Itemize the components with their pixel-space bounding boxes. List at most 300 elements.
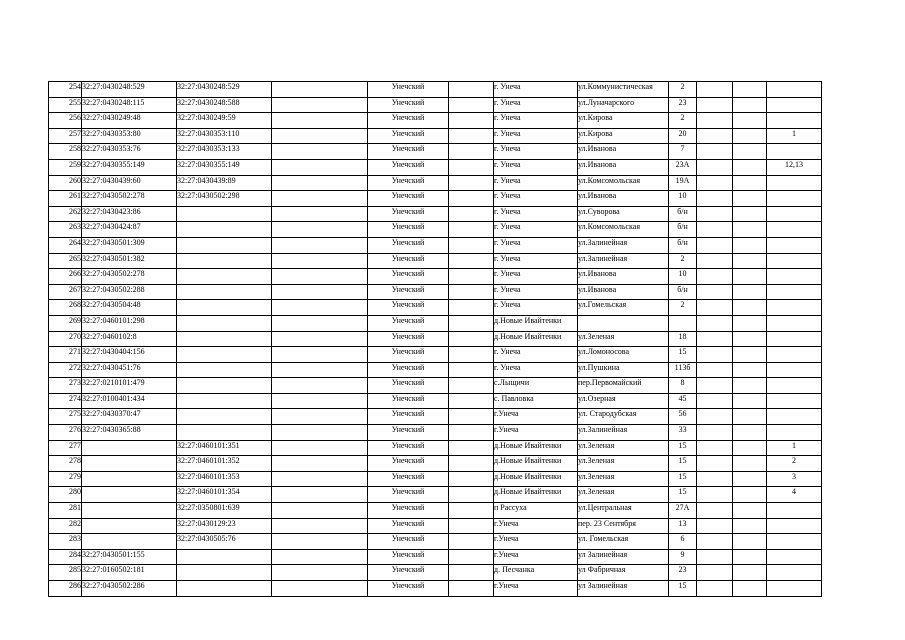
cadastral-number-cell: 32:27:0430501:309 (82, 237, 177, 253)
locality-cell: г.Унеча (494, 518, 578, 534)
house-number-cell: б/н (669, 237, 697, 253)
street-cell: ул.Гомельская (578, 300, 669, 316)
empty-cell (449, 331, 494, 347)
row-number-cell: 286 (49, 581, 82, 597)
locality-cell: д.Новые Ивайтенки (494, 440, 578, 456)
locality-cell: г. Унеча (494, 82, 578, 98)
locality-cell: г. Унеча (494, 284, 578, 300)
row-number-cell: 270 (49, 331, 82, 347)
table-row (49, 159, 822, 175)
row-number-cell: 265 (49, 253, 82, 269)
house-number-cell: 2 (669, 253, 697, 269)
apartment-cell (767, 284, 822, 300)
empty-cell (449, 565, 494, 581)
locality-cell: г. Унеча (494, 175, 578, 191)
cadastral-number-cell: 32:27:0430248:529 (82, 82, 177, 98)
apartment-cell: 1 (767, 128, 822, 144)
empty-cell (272, 518, 368, 534)
cadastral-number-cell: 32:27:0430504:48 (82, 300, 177, 316)
empty-cell (272, 191, 368, 207)
locality-cell: д.Новые Ивайтенки (494, 471, 578, 487)
street-cell: ул.Кирова (578, 128, 669, 144)
cadastral-number-cell (82, 518, 177, 534)
cadastral-number-2-cell (177, 565, 272, 581)
cadastral-number-2-cell: 32:27:0460101:352 (177, 456, 272, 472)
table-row (49, 503, 822, 519)
row-number-cell: 261 (49, 191, 82, 207)
cadastral-number-2-cell: 32:27:0430505:76 (177, 534, 272, 550)
locality-cell: п Рассуха (494, 503, 578, 519)
cadastral-number-cell: 32:27:0430423:86 (82, 206, 177, 222)
empty-cell (733, 347, 767, 363)
empty-cell (733, 549, 767, 565)
cadastral-number-2-cell (177, 253, 272, 269)
empty-cell (733, 456, 767, 472)
district-cell: Унечский (368, 487, 449, 503)
cadastral-number-2-cell (177, 237, 272, 253)
empty-cell (697, 237, 733, 253)
cadastral-number-cell: 32:27:0210101:479 (82, 378, 177, 394)
locality-cell: г.Унеча (494, 581, 578, 597)
empty-cell (272, 175, 368, 191)
apartment-cell (767, 393, 822, 409)
table-row (49, 549, 822, 565)
empty-cell (272, 206, 368, 222)
district-cell: Унечский (368, 206, 449, 222)
row-number-cell: 277 (49, 440, 82, 456)
locality-cell: г.Унеча (494, 534, 578, 550)
empty-cell (449, 456, 494, 472)
cadastral-number-cell: 32:27:0430355:149 (82, 159, 177, 175)
district-cell: Унечский (368, 269, 449, 285)
cadastral-number-cell: 32:27:0430248:115 (82, 97, 177, 113)
locality-cell: с.Лыщичи (494, 378, 578, 394)
street-cell: ул.Ломоносова (578, 347, 669, 363)
empty-cell (272, 581, 368, 597)
empty-cell (272, 222, 368, 238)
house-number-cell: 18 (669, 331, 697, 347)
apartment-cell: 3 (767, 471, 822, 487)
street-cell: пер.Первомайский (578, 378, 669, 394)
district-cell: Унечский (368, 518, 449, 534)
empty-cell (272, 253, 368, 269)
empty-cell (697, 159, 733, 175)
cadastral-number-2-cell: 32:27:0430129:23 (177, 518, 272, 534)
district-cell: Унечский (368, 191, 449, 207)
table-row (49, 144, 822, 160)
apartment-cell: 4 (767, 487, 822, 503)
street-cell: ул.Иванова (578, 284, 669, 300)
cadastral-number-cell: 32:27:0430439:60 (82, 175, 177, 191)
empty-cell (697, 425, 733, 441)
empty-cell (697, 518, 733, 534)
apartment-cell: 2 (767, 456, 822, 472)
locality-cell: г. Унеча (494, 362, 578, 378)
cadastral-number-2-cell (177, 284, 272, 300)
locality-cell: г. Унеча (494, 97, 578, 113)
empty-cell (733, 175, 767, 191)
cadastral-number-2-cell (177, 331, 272, 347)
empty-cell (733, 128, 767, 144)
district-cell: Унечский (368, 253, 449, 269)
empty-cell (449, 82, 494, 98)
empty-cell (449, 97, 494, 113)
house-number-cell: 6 (669, 534, 697, 550)
house-number-cell (669, 315, 697, 331)
apartment-cell (767, 518, 822, 534)
cadastral-number-cell: 32:27:0430353:76 (82, 144, 177, 160)
empty-cell (697, 82, 733, 98)
empty-cell (733, 425, 767, 441)
empty-cell (449, 362, 494, 378)
street-cell: ул.Иванова (578, 159, 669, 175)
empty-cell (697, 315, 733, 331)
table-row (49, 393, 822, 409)
house-number-cell: 20 (669, 128, 697, 144)
house-number-cell: 15 (669, 471, 697, 487)
street-cell: ул.Иванова (578, 144, 669, 160)
district-cell: Унечский (368, 144, 449, 160)
street-cell: ул Фабричная (578, 565, 669, 581)
row-number-cell: 260 (49, 175, 82, 191)
empty-cell (449, 378, 494, 394)
locality-cell: г. Унеча (494, 269, 578, 285)
row-number-cell: 271 (49, 347, 82, 363)
cadastral-number-2-cell: 32:27:0430439:89 (177, 175, 272, 191)
row-number-cell: 263 (49, 222, 82, 238)
empty-cell (733, 409, 767, 425)
empty-cell (272, 315, 368, 331)
empty-cell (733, 440, 767, 456)
cadastral-number-2-cell (177, 378, 272, 394)
apartment-cell (767, 237, 822, 253)
apartment-cell (767, 503, 822, 519)
row-number-cell: 272 (49, 362, 82, 378)
street-cell: ул.Кирова (578, 113, 669, 129)
apartment-cell (767, 315, 822, 331)
empty-cell (449, 222, 494, 238)
table-row (49, 82, 822, 98)
street-cell: ул.Комсомольская (578, 222, 669, 238)
row-number-cell: 276 (49, 425, 82, 441)
street-cell: ул.Залинейная (578, 425, 669, 441)
empty-cell (272, 347, 368, 363)
empty-cell (449, 440, 494, 456)
district-cell: Унечский (368, 549, 449, 565)
street-cell: ул.Зеленая (578, 487, 669, 503)
table-row (49, 534, 822, 550)
table-row (49, 362, 822, 378)
cadastral-number-cell (82, 471, 177, 487)
empty-cell (733, 300, 767, 316)
empty-cell (272, 440, 368, 456)
cadastral-number-2-cell (177, 581, 272, 597)
house-number-cell: б/н (669, 222, 697, 238)
empty-cell (272, 300, 368, 316)
empty-cell (449, 128, 494, 144)
empty-cell (697, 175, 733, 191)
empty-cell (449, 549, 494, 565)
empty-cell (733, 565, 767, 581)
empty-cell (272, 409, 368, 425)
apartment-cell (767, 378, 822, 394)
table-row (49, 409, 822, 425)
district-cell: Унечский (368, 378, 449, 394)
empty-cell (449, 471, 494, 487)
street-cell: ул.Иванова (578, 191, 669, 207)
table-row (49, 518, 822, 534)
empty-cell (272, 113, 368, 129)
empty-cell (449, 206, 494, 222)
district-cell: Унечский (368, 471, 449, 487)
house-number-cell: б/н (669, 284, 697, 300)
table-row (49, 284, 822, 300)
district-cell: Унечский (368, 362, 449, 378)
cadastral-number-2-cell (177, 409, 272, 425)
empty-cell (733, 284, 767, 300)
empty-cell (733, 581, 767, 597)
table-row (49, 269, 822, 285)
apartment-cell (767, 331, 822, 347)
house-number-cell: 23 (669, 565, 697, 581)
cadastral-number-cell: 32:27:0430501:382 (82, 253, 177, 269)
cadastral-number-cell: 32:27:0430451:76 (82, 362, 177, 378)
street-cell: ул.Залинейная (578, 237, 669, 253)
district-cell: Унечский (368, 113, 449, 129)
cadastral-number-cell: 32:27:0430249:48 (82, 113, 177, 129)
empty-cell (733, 97, 767, 113)
empty-cell (697, 440, 733, 456)
empty-cell (697, 534, 733, 550)
row-number-cell: 262 (49, 206, 82, 222)
table-row (49, 222, 822, 238)
house-number-cell: 15 (669, 347, 697, 363)
empty-cell (272, 534, 368, 550)
cadastral-number-2-cell: 32:27:0430355:149 (177, 159, 272, 175)
empty-cell (733, 393, 767, 409)
cadastral-number-2-cell (177, 425, 272, 441)
empty-cell (733, 315, 767, 331)
street-cell: ул. Стародубская (578, 409, 669, 425)
street-cell: ул Залинейная (578, 581, 669, 597)
empty-cell (697, 144, 733, 160)
row-number-cell: 283 (49, 534, 82, 550)
row-number-cell: 269 (49, 315, 82, 331)
locality-cell: д.Новые Ивайтенки (494, 456, 578, 472)
empty-cell (697, 471, 733, 487)
empty-cell (733, 113, 767, 129)
empty-cell (272, 378, 368, 394)
empty-cell (697, 331, 733, 347)
cadastral-number-2-cell: 32:27:0430502:298 (177, 191, 272, 207)
empty-cell (697, 378, 733, 394)
district-cell: Унечский (368, 409, 449, 425)
row-number-cell: 268 (49, 300, 82, 316)
locality-cell: г. Унеча (494, 253, 578, 269)
row-number-cell: 284 (49, 549, 82, 565)
house-number-cell: 33 (669, 425, 697, 441)
house-number-cell: б/н (669, 206, 697, 222)
cadastral-number-cell: 32:27:0430365:88 (82, 425, 177, 441)
table-row (49, 128, 822, 144)
empty-cell (697, 503, 733, 519)
empty-cell (733, 222, 767, 238)
locality-cell: г. Унеча (494, 191, 578, 207)
empty-cell (272, 331, 368, 347)
district-cell: Унечский (368, 425, 449, 441)
cadastral-number-2-cell (177, 206, 272, 222)
empty-cell (733, 82, 767, 98)
table-row (49, 237, 822, 253)
empty-cell (697, 191, 733, 207)
empty-cell (272, 487, 368, 503)
row-number-cell: 279 (49, 471, 82, 487)
table-row (49, 175, 822, 191)
table-row (49, 300, 822, 316)
apartment-cell (767, 191, 822, 207)
cadastral-number-cell: 32:27:0460101:298 (82, 315, 177, 331)
district-cell: Унечский (368, 128, 449, 144)
empty-cell (449, 253, 494, 269)
row-number-cell: 264 (49, 237, 82, 253)
apartment-cell (767, 425, 822, 441)
empty-cell (733, 159, 767, 175)
cadastral-number-2-cell (177, 549, 272, 565)
cadastral-number-2-cell: 32:27:0430353:133 (177, 144, 272, 160)
empty-cell (272, 362, 368, 378)
row-number-cell: 258 (49, 144, 82, 160)
empty-cell (733, 237, 767, 253)
cadastral-number-cell: 32:27:0460102:8 (82, 331, 177, 347)
apartment-cell (767, 581, 822, 597)
empty-cell (272, 97, 368, 113)
cadastral-number-cell: 32:27:0430502:288 (82, 284, 177, 300)
empty-cell (272, 471, 368, 487)
empty-cell (697, 113, 733, 129)
street-cell: ул.Иванова (578, 269, 669, 285)
empty-cell (697, 128, 733, 144)
apartment-cell (767, 347, 822, 363)
cadastral-number-cell: 32:27:0430404:156 (82, 347, 177, 363)
empty-cell (272, 456, 368, 472)
apartment-cell (767, 549, 822, 565)
empty-cell (272, 393, 368, 409)
empty-cell (697, 347, 733, 363)
cadastral-number-2-cell (177, 300, 272, 316)
apartment-cell (767, 253, 822, 269)
district-cell: Унечский (368, 300, 449, 316)
empty-cell (449, 518, 494, 534)
empty-cell (697, 222, 733, 238)
empty-cell (733, 331, 767, 347)
table-row (49, 440, 822, 456)
empty-cell (697, 581, 733, 597)
cadastral-number-2-cell (177, 222, 272, 238)
house-number-cell: 113б (669, 362, 697, 378)
row-number-cell: 266 (49, 269, 82, 285)
cadastral-number-2-cell: 32:27:0430248:588 (177, 97, 272, 113)
cadastral-number-cell (82, 487, 177, 503)
row-number-cell: 278 (49, 456, 82, 472)
cadastral-number-cell (82, 440, 177, 456)
house-number-cell: 15 (669, 487, 697, 503)
street-cell: пер. 23 Сентября (578, 518, 669, 534)
row-number-cell: 280 (49, 487, 82, 503)
table-row (49, 565, 822, 581)
cadastral-number-2-cell: 32:27:0460101:351 (177, 440, 272, 456)
cadastral-number-cell: 32:27:0430502:278 (82, 269, 177, 285)
cadastral-number-cell: 32:27:0430370:47 (82, 409, 177, 425)
street-cell: ул.Зеленая (578, 331, 669, 347)
district-cell: Унечский (368, 315, 449, 331)
empty-cell (733, 534, 767, 550)
cadastral-number-2-cell (177, 315, 272, 331)
house-number-cell: 15 (669, 456, 697, 472)
table-row (49, 378, 822, 394)
street-cell: ул.Коммунистическая (578, 82, 669, 98)
empty-cell (449, 534, 494, 550)
district-cell: Унечский (368, 534, 449, 550)
row-number-cell: 281 (49, 503, 82, 519)
row-number-cell: 285 (49, 565, 82, 581)
locality-cell: г. Унеча (494, 128, 578, 144)
empty-cell (733, 362, 767, 378)
row-number-cell: 255 (49, 97, 82, 113)
house-number-cell: 10 (669, 269, 697, 285)
apartment-cell (767, 534, 822, 550)
house-number-cell: 9 (669, 549, 697, 565)
empty-cell (697, 393, 733, 409)
empty-cell (449, 503, 494, 519)
empty-cell (272, 237, 368, 253)
empty-cell (272, 503, 368, 519)
row-number-cell: 282 (49, 518, 82, 534)
empty-cell (272, 269, 368, 285)
house-number-cell: 8 (669, 378, 697, 394)
table-row (49, 347, 822, 363)
district-cell: Унечский (368, 347, 449, 363)
empty-cell (733, 269, 767, 285)
cadastral-number-cell: 32:27:0100401:434 (82, 393, 177, 409)
table-row (49, 456, 822, 472)
locality-cell: д.Новые Ивайтенки (494, 315, 578, 331)
cadastral-number-cell: 32:27:0430353:80 (82, 128, 177, 144)
empty-cell (449, 425, 494, 441)
table-row (49, 425, 822, 441)
empty-cell (697, 565, 733, 581)
table-row (49, 191, 822, 207)
district-cell: Унечский (368, 175, 449, 191)
empty-cell (449, 284, 494, 300)
district-cell: Унечский (368, 222, 449, 238)
locality-cell: с. Павловка (494, 393, 578, 409)
street-cell: ул.Пушкина (578, 362, 669, 378)
street-cell: ул. Гомельская (578, 534, 669, 550)
cadastral-number-2-cell: 32:27:0430248:529 (177, 82, 272, 98)
empty-cell (733, 471, 767, 487)
locality-cell: г. Унеча (494, 144, 578, 160)
empty-cell (697, 269, 733, 285)
cadastral-number-cell: 32:27:0430501:155 (82, 549, 177, 565)
empty-cell (733, 518, 767, 534)
house-number-cell: 2 (669, 113, 697, 129)
locality-cell: г.Унеча (494, 409, 578, 425)
row-number-cell: 275 (49, 409, 82, 425)
house-number-cell: 23 (669, 97, 697, 113)
empty-cell (697, 409, 733, 425)
locality-cell: г. Унеча (494, 300, 578, 316)
empty-cell (733, 144, 767, 160)
